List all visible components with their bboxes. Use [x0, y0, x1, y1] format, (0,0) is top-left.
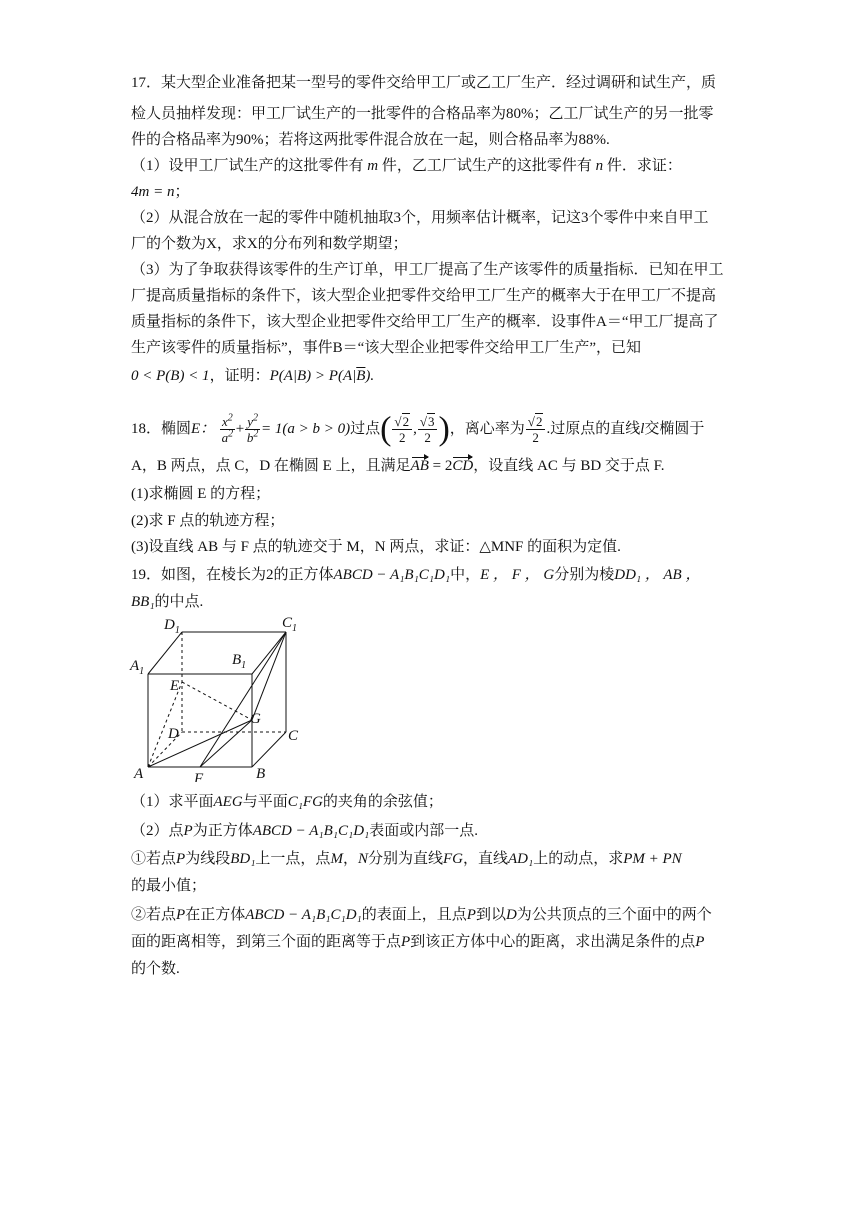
- q19-case2-line-1: [131, 905, 712, 925]
- q18-point-x: $\frac{√2}{2}$: [392, 414, 412, 445]
- q19-p1-text-b: 与平面: [242, 794, 288, 810]
- q19-c1-ad: AD₁: [508, 851, 534, 867]
- q17-p3-text-4: 生产该零件的质量指标”，事件: [131, 340, 333, 356]
- q19-case1-line-2: 的最小值；: [131, 878, 207, 894]
- q17-p3-event-b: B＝“该大型企业把零件交给甲工厂生产”，已知: [332, 340, 641, 356]
- q19-c2-text-d: 到以: [475, 907, 506, 923]
- q17-line-2: 检人员抽样发现：甲工厂试生产的一批零件的合格品率为80%；乙工厂试生产的另一批零: [131, 106, 714, 122]
- q17-p1-text-b: 件，乙工厂试生产的这批零件有: [381, 158, 592, 174]
- q19-text-a: 19．如图，在棱长为2的正方体: [131, 567, 334, 583]
- q17-part3-line-3: [131, 312, 719, 332]
- label-B1-letter: B: [232, 652, 242, 668]
- q17-part3-line-2: 厂提高质量指标的条件下，该大型企业把零件交给甲工厂生产的概率大于在甲工厂不提高: [131, 288, 717, 304]
- q19-cube-name: ABCD − A₁B₁C₁D₁: [333, 567, 451, 583]
- q17-p3-ineq-left: P(A|B) > P(A|: [269, 368, 357, 384]
- label-G: G: [250, 711, 261, 727]
- label-D1-sub: 1: [174, 625, 180, 636]
- q19-c1-text-a: ①若点: [131, 851, 177, 867]
- label-D1-letter: D: [164, 617, 175, 633]
- q19-c1-m: M: [330, 851, 343, 867]
- q19-text-c: 分别为棱: [554, 567, 615, 583]
- q17-part1-line-2: [131, 182, 189, 202]
- q18-vector-ab: AB: [410, 458, 429, 474]
- q18-l2-text-a: A，B 两点，点 C，D 在椭圆 E 上，且满足: [131, 458, 411, 474]
- q18-vector-cd: CD: [452, 458, 474, 474]
- q17-p1-text-c: 件．求证：: [606, 158, 682, 174]
- q18-line-2: [131, 456, 665, 476]
- q19-c2-d: D: [505, 907, 517, 923]
- q18-frac-y: $\frac{y^2}{b^2}$: [246, 412, 259, 446]
- q19-p2-text-b: 为正方体: [192, 823, 253, 839]
- q18-text-b: 过点: [350, 421, 381, 437]
- label-D1: [163, 617, 180, 636]
- label-C1-letter: C: [282, 615, 293, 631]
- q19-text-midpoint: 的中点.: [154, 594, 204, 610]
- label-E: E: [170, 678, 180, 694]
- q19-edges: DD₁ ， AB ，: [614, 567, 701, 583]
- q18-sub-3: (3)设直线 AB 与 F 点的轨迹交于 M，N 两点，求证：△MNF 的面积为定值.: [131, 539, 621, 555]
- q18-vector-eq: = 2: [428, 458, 453, 474]
- q17-p3-condition: 0 < P(B) < 1: [131, 368, 210, 384]
- q18-condition: = 1(a > b > 0): [260, 421, 351, 437]
- q19-c2-text-g: 到该正方体中心的距离，求出满足条件的点: [410, 934, 696, 950]
- q19-points-efg: E ， F ， G: [480, 567, 555, 583]
- q18-sub-2: (2)求 F 点的轨迹方程；: [131, 513, 285, 529]
- q19-c1-text-g: 上的动点，求: [533, 851, 624, 867]
- q19-case2-line-3: 的个数.: [131, 961, 180, 977]
- q17-part3-line-1: （3）为了争取获得该零件的生产订单，甲工厂提高了生产该零件的质量指标．已知在甲工: [131, 262, 724, 278]
- q17-p1-end: ；: [174, 184, 190, 200]
- q19-c1-text-e: 分别为直线: [367, 851, 443, 867]
- q17-part1-line-1: [131, 156, 682, 176]
- edge-B1C1: [252, 632, 286, 674]
- q17-p3-ineq-close: ).: [365, 368, 375, 384]
- q17-p3-inequality: [270, 368, 375, 384]
- q18-l2-text-b: ，设直线 AC 与 BD 交于点 F.: [473, 458, 665, 474]
- q19-c1-sum: PM + PN: [623, 851, 682, 867]
- label-A1-letter: A: [130, 658, 140, 674]
- q19-p2-point: P: [183, 823, 193, 839]
- q17-part3-line-4: [131, 338, 641, 358]
- q19-c1-text-b: 为线段: [185, 851, 231, 867]
- q17-p1-text-a: （1）设甲工厂试生产的这批零件有: [131, 158, 364, 174]
- q19-c2-text-c: 的表面上，且点: [361, 907, 467, 923]
- line-FC1: [200, 632, 286, 767]
- label-C: C: [288, 728, 299, 744]
- q19-c1-text-f: ，直线: [462, 851, 508, 867]
- q17-part3-line-5: [131, 366, 374, 386]
- cube-figure: [128, 612, 308, 782]
- q19-line-2: [131, 592, 203, 612]
- q18-frac-x: $\frac{x^2}{a^2}$: [221, 412, 234, 446]
- q18-eccentricity: $\frac{√2}{2}$: [526, 414, 546, 445]
- label-B1-sub: 1: [241, 660, 247, 671]
- label-B: B: [256, 766, 266, 782]
- q19-c2-cube: ABCD − A₁B₁C₁D₁: [245, 907, 362, 923]
- q19-line-1: [131, 565, 700, 585]
- q17-p3-prove: ，证明：: [209, 368, 270, 384]
- q19-p1-text-a: （1）求平面: [131, 794, 214, 810]
- q19-p2-text-c: 表面或内部一点.: [369, 823, 479, 839]
- q19-p2-text-a: （2）点: [131, 823, 184, 839]
- q19-case2-line-2: [131, 932, 704, 952]
- q17-line-1: 17．某大型企业准备把某一型号的零件交给甲工厂或乙工厂生产．经过调研和试生产，质: [131, 75, 717, 91]
- q19-c2-point: P: [176, 907, 186, 923]
- q17-p3-bbar: $\overline{B}$: [356, 368, 366, 384]
- q19-c2-point-3: P: [401, 934, 411, 950]
- q19-c2-text-a: ②若点: [131, 907, 177, 923]
- q19-p2-cube: ABCD − A₁B₁C₁D₁: [252, 823, 370, 839]
- q17-p3-event-a: A＝“甲工厂提高了: [596, 314, 719, 330]
- q18-text-e: 交椭圆于: [644, 421, 705, 437]
- q19-p1-text-c: 的夹角的余弦值；: [322, 794, 443, 810]
- label-D: D: [168, 726, 179, 742]
- q18-ellipse-name: E：: [191, 421, 216, 437]
- q18-text-d: .过原点的直线: [546, 421, 641, 437]
- line-GC1: [252, 632, 286, 720]
- q19-c1-text-d: ，: [342, 851, 358, 867]
- q18-line-1: 18．椭圆E： $\frac{x^2}{a^2}$ + $\frac{y^2}{b^2}$ = 1(a > b > 0)过点( $\frac{√2}{2}$ , $\frac{√3}{2}$ )，离心率为 $\frac{√2}{2}$ .过原点的直线l交椭圆于: [131, 410, 705, 448]
- q19-plane-aeg: AEG: [213, 794, 243, 810]
- q17-part2-line-2: 厂的个数为X，求X的分布列和数学期望；: [131, 236, 408, 252]
- q19-c1-text-c: 上一点，点: [255, 851, 331, 867]
- q18-paren-close: ): [438, 410, 450, 448]
- q19-part2: [131, 821, 478, 841]
- label-C1: [282, 615, 297, 634]
- q19-part1: [131, 792, 443, 812]
- q19-c1-n: N: [357, 851, 368, 867]
- label-A: A: [134, 766, 144, 782]
- edge-BC: [252, 732, 286, 767]
- q18-paren-open: (: [380, 410, 392, 448]
- q18-text-a: 18．椭圆: [131, 421, 192, 437]
- q19-c2-point-2: P: [466, 907, 476, 923]
- q19-edge-bb1: BB₁: [131, 594, 155, 610]
- edge-A1D1: [148, 632, 182, 674]
- q17-p1-n: n: [595, 158, 604, 174]
- q17-p1-m: m: [367, 158, 379, 174]
- q19-c1-point: P: [176, 851, 186, 867]
- q18-point-y: $\frac{√3}{2}$: [418, 414, 438, 445]
- q19-c1-segment: BD₁: [230, 851, 256, 867]
- q18-sub-1: (1)求椭圆 E 的方程；: [131, 486, 271, 502]
- label-B1: [232, 652, 246, 671]
- q19-case1-line-1: [131, 849, 682, 869]
- label-A1-sub: 1: [139, 666, 145, 677]
- label-F: F: [194, 771, 204, 782]
- q18-line-l: l: [640, 421, 645, 437]
- label-C1-sub: 1: [292, 623, 298, 634]
- q17-part2-line-1: （2）从混合放在一起的零件中随机抽取3个，用频率估计概率，记这3个零件中来自甲工: [131, 210, 709, 226]
- q17-p3-text-3: 质量指标的条件下，该大型企业把零件交给甲工厂生产的概率．设事件: [131, 314, 597, 330]
- q19-plane-c1fg: C₁FG: [287, 794, 323, 810]
- q17-line-3: 件的合格品率为90%；若将这两批零件混合放在一起，则合格品率为88%.: [131, 132, 610, 148]
- label-A1: [129, 658, 144, 677]
- q18-text-c: ，离心率为: [449, 421, 525, 437]
- q19-c2-point-4: P: [695, 934, 705, 950]
- q17-p1-equation: 4m = n: [131, 184, 175, 200]
- q19-text-b: 中，: [450, 567, 481, 583]
- q19-c2-text-b: 在正方体: [185, 907, 246, 923]
- q19-c2-text-f: 面的距离相等，到第三个面的距离等于点: [131, 934, 402, 950]
- q19-c1-fg: FG: [442, 851, 463, 867]
- q19-c2-text-e: 为公共顶点的三个面中的两个: [516, 907, 712, 923]
